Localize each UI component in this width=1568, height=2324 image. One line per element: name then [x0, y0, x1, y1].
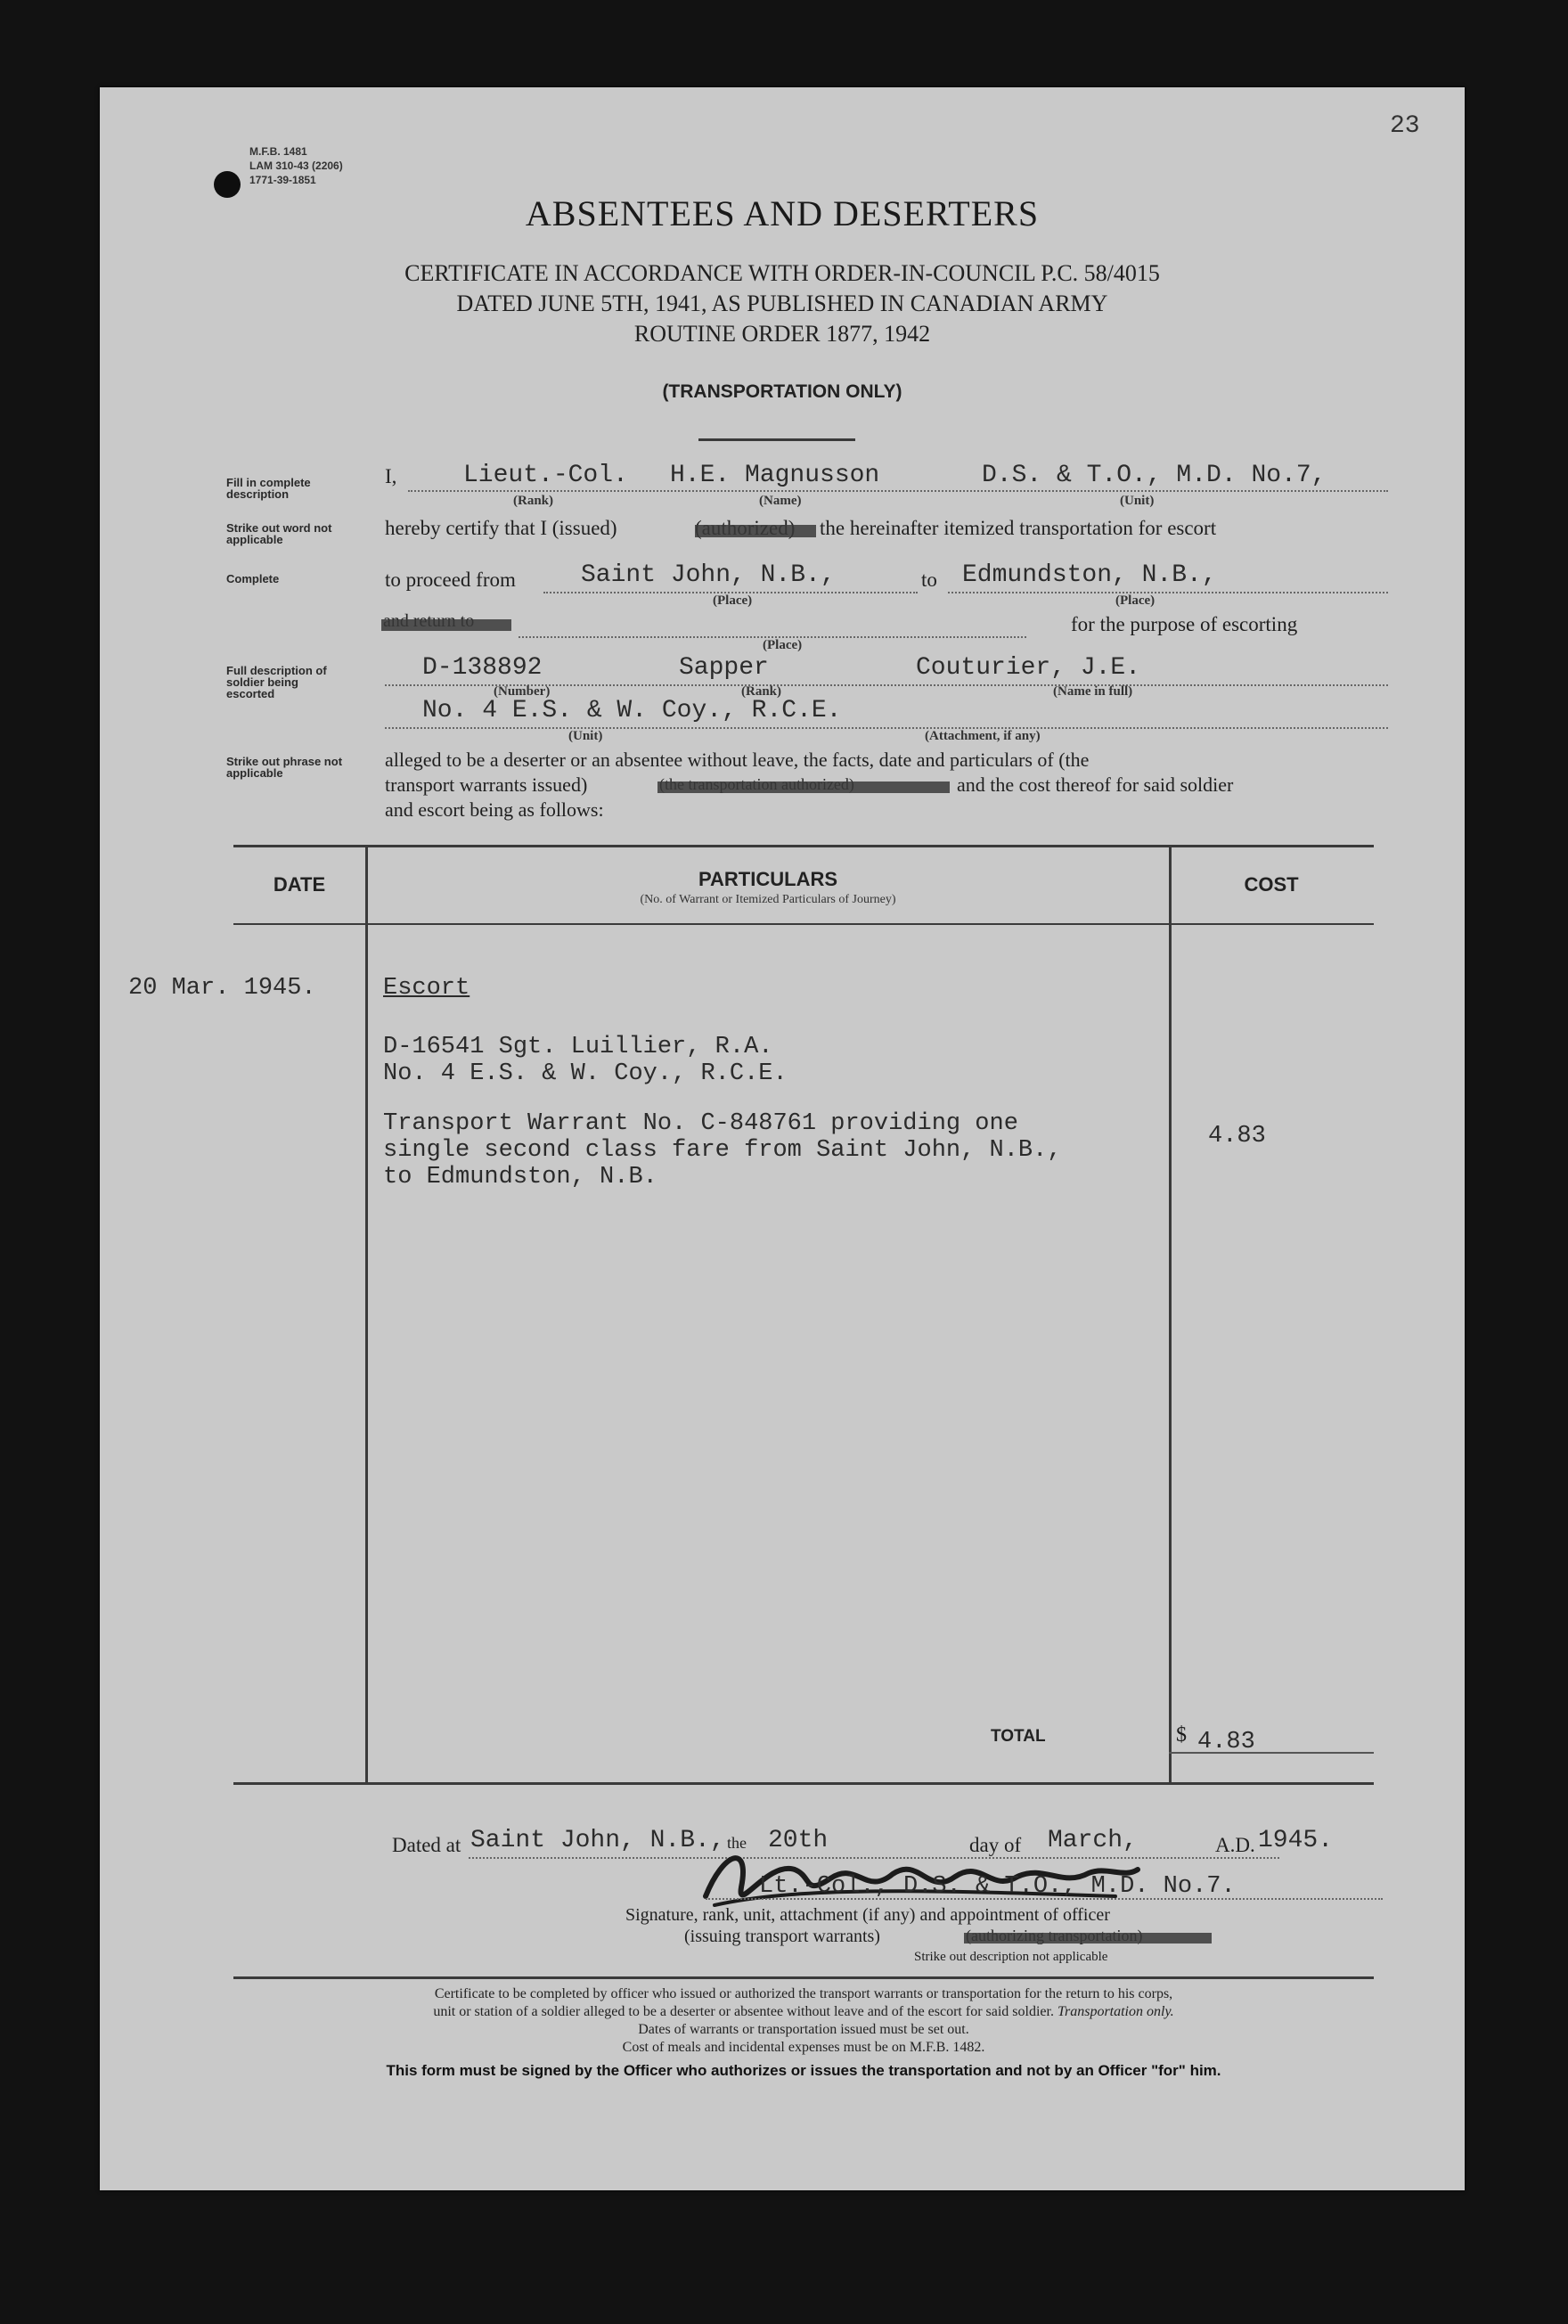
name-value: H.E. Magnusson — [670, 462, 880, 489]
entry-cost: 4.83 — [1208, 1123, 1266, 1150]
footer-rule — [233, 1976, 1374, 1979]
strike-out-mark — [381, 619, 511, 631]
signature-rank-unit: Lt.-Col., D.S. & T.O., M.D. No.7. — [759, 1873, 1236, 1900]
warrant-line: single second class fare from Saint John, N.B., — [383, 1137, 1062, 1164]
table-bottom-rule — [233, 1782, 1374, 1785]
title-divider — [698, 438, 855, 441]
total-label: TOTAL — [991, 1727, 1046, 1746]
alleged-text-line2: transport warrants issued) — [385, 773, 588, 796]
strike-out-mark — [695, 525, 816, 537]
dated-year: 1945. — [1258, 1827, 1334, 1854]
soldier-number: D-138892 — [422, 654, 543, 682]
ad-label: A.D. — [1215, 1834, 1255, 1856]
caption-attachment: (Attachment, if any) — [925, 729, 1041, 743]
side-note-fill-in: Fill in complete description — [226, 476, 311, 501]
side-note-complete: Complete — [226, 572, 280, 585]
escort-heading: Escort — [383, 975, 470, 1002]
caption-name-full: (Name in full) — [1053, 684, 1133, 699]
dated-month: March, — [1048, 1827, 1138, 1854]
footer-line: Certificate to be completed by officer who issued or authorized the transport warrants or transportation for the return to his corps, — [434, 1986, 1173, 2001]
caption-place: (Place) — [763, 638, 803, 652]
warrant-details — [383, 1110, 1062, 1191]
escort-details — [383, 1034, 788, 1087]
subtitle-line: DATED JUNE 5TH, 1941, AS PUBLISHED IN CANADIAN ARMY — [456, 290, 1108, 316]
hereby-certify-text-cont: the hereinafter itemized transportation for escort — [820, 517, 1217, 539]
footer-italic-text: Transportation only. — [1057, 2004, 1174, 2019]
subtitle-line: CERTIFICATE IN ACCORDANCE WITH ORDER-IN-COUNCIL P.C. 58/4015 — [404, 260, 1160, 286]
caption-place: (Place) — [713, 593, 753, 608]
table-column-rule — [365, 847, 368, 1782]
rank-value: Lieut.-Col. — [463, 462, 628, 489]
hereby-certify-text: hereby certify that I (issued) — [385, 517, 617, 539]
side-note-full-description: Full description of soldier being escorted — [226, 664, 327, 700]
dollar-sign: $ — [1176, 1723, 1187, 1747]
soldier-unit-line — [385, 727, 1388, 729]
form-code-block — [249, 144, 343, 187]
side-note-strike-word: Strike out word not applicable — [226, 521, 332, 546]
footer-signature-rule: This form must be signed by the Officer who authorizes or issues the transportation and not by an Officer "for" him. — [386, 2062, 1221, 2079]
soldier-rank: Sapper — [679, 654, 769, 682]
warrant-line: Transport Warrant No. C-848761 providing one — [383, 1110, 1018, 1137]
caption-rank: (Rank) — [513, 494, 554, 508]
to-place-value: Edmundston, N.B., — [962, 561, 1217, 589]
total-value: 4.83 — [1197, 1729, 1255, 1755]
footer-text: unit or station of a soldier alleged to be a deserter or absentee without leave and of the escort for said soldier. — [433, 2004, 1054, 2019]
from-place-value: Saint John, N.B., — [581, 561, 836, 589]
label-i: I, — [385, 465, 397, 487]
alleged-text-line3: and escort being as follows: — [385, 798, 604, 821]
entry-date: 20 Mar. 1945. — [128, 975, 316, 1002]
rank-name-unit-line — [408, 490, 1388, 492]
strike-out-mark — [657, 781, 950, 793]
purpose-text: for the purpose of escorting — [1071, 613, 1298, 635]
dated-at-label: Dated at — [392, 1834, 461, 1856]
transport-only-note: (TRANSPORTATION ONLY) — [662, 381, 902, 402]
footer-notes — [233, 1985, 1374, 2057]
page-number: 23 — [1390, 112, 1420, 140]
strike-out-mark — [964, 1933, 1212, 1943]
dated-the: the — [727, 1834, 747, 1852]
column-header-cost: COST — [1244, 873, 1299, 896]
alleged-text-line2-cont: and the cost thereof for said soldier — [957, 773, 1234, 796]
footer-line — [233, 2003, 1374, 2021]
proceed-from-text: to proceed from — [385, 569, 516, 591]
footer-line: Cost of meals and incidental expenses must be on M.F.B. 1482. — [622, 2040, 985, 2055]
signature-caption-3: Strike out description not applicable — [914, 1950, 1108, 1964]
certificate-form — [100, 87, 1465, 2190]
table-header-rule — [233, 923, 1374, 925]
subtitle-line: ROUTINE ORDER 1877, 1942 — [633, 321, 931, 347]
footer-line: Dates of warrants or transportation issued must be set out. — [638, 2022, 969, 2037]
warrant-line: to Edmundston, N.B. — [383, 1164, 657, 1191]
escort-line: D-16541 Sgt. Luillier, R.A. — [383, 1034, 773, 1060]
column-header-particulars: PARTICULARS — [698, 868, 838, 890]
page-title: ABSENTEES AND DESERTERS — [525, 193, 1040, 233]
soldier-name: Couturier, J.E. — [916, 654, 1141, 682]
form-code: LAM 310-43 (2206) — [249, 160, 343, 172]
form-code: M.F.B. 1481 — [249, 145, 307, 158]
signature-caption-2: (issuing transport warrants) — [684, 1927, 880, 1946]
caption-number: (Number) — [494, 684, 551, 699]
caption-place: (Place) — [1115, 593, 1156, 608]
day-of-label: day of — [969, 1834, 1022, 1856]
column-header-date: DATE — [273, 873, 326, 896]
dated-day-number: 20th — [768, 1827, 829, 1854]
table-top-rule — [233, 845, 1374, 847]
caption-rank: (Rank) — [741, 684, 782, 699]
alleged-text-line1: alleged to be a deserter or an absentee without leave, the facts, date and particulars of (the — [385, 749, 1090, 771]
unit-value: D.S. & T.O., M.D. No.7, — [982, 462, 1327, 489]
signature-caption-1: Signature, rank, unit, attachment (if any) and appointment of officer — [625, 1905, 1110, 1925]
column-header-particulars-sub: (No. of Warrant or Itemized Particulars of Journey) — [640, 893, 896, 906]
caption-name: (Name) — [759, 494, 802, 508]
soldier-unit-value: No. 4 E.S. & W. Coy., R.C.E. — [422, 697, 842, 724]
side-note-strike-phrase: Strike out phrase not applicable — [226, 755, 343, 780]
form-code: 1771-39-1851 — [249, 174, 316, 186]
to-place-line — [948, 592, 1388, 593]
dated-place: Saint John, N.B., — [470, 1827, 725, 1854]
table-column-rule — [1169, 847, 1172, 1782]
caption-unit: (Unit) — [1120, 494, 1155, 508]
subtitle — [100, 258, 1465, 349]
caption-unit: (Unit) — [568, 729, 603, 743]
escort-line: No. 4 E.S. & W. Coy., R.C.E. — [383, 1060, 788, 1087]
to-text: to — [921, 569, 937, 591]
